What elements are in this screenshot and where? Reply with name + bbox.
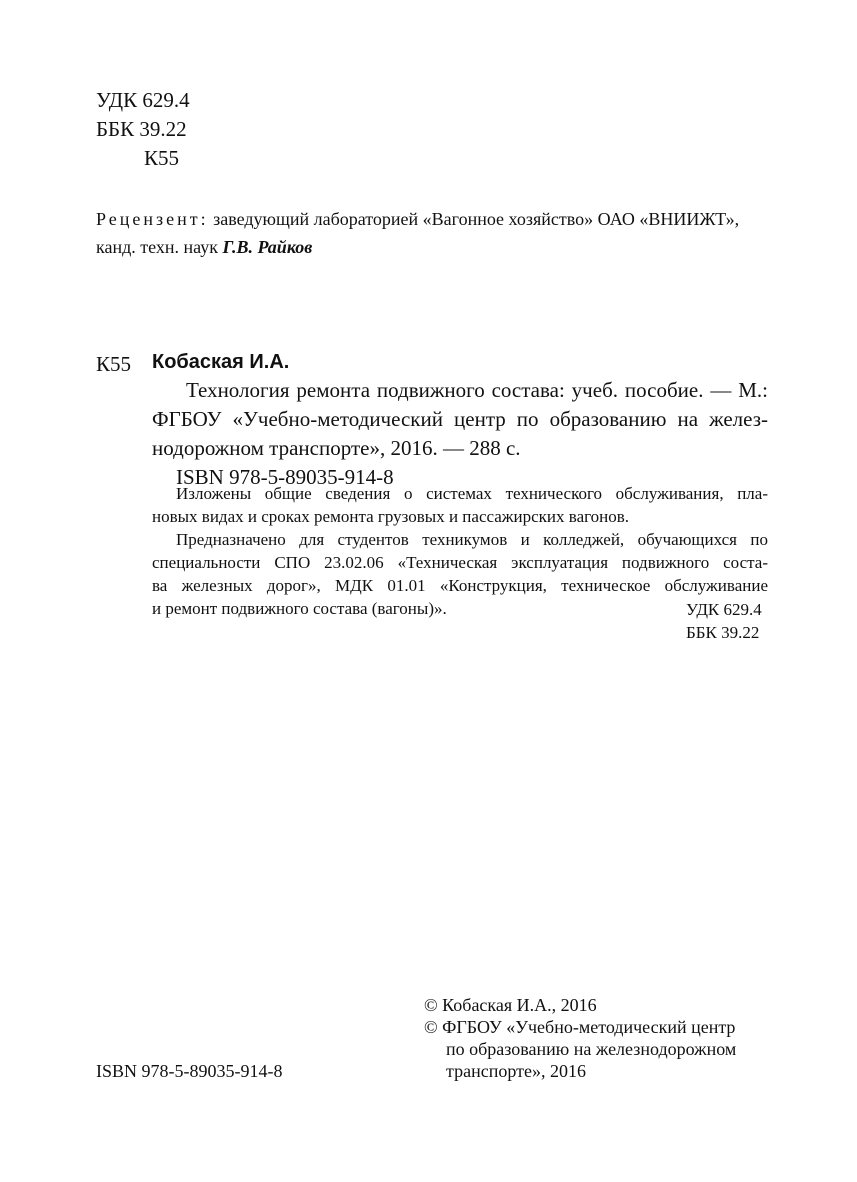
reviewer-name: Г.В. Райков [222,237,313,257]
reviewer-block [96,208,739,258]
catalog-udk: УДК 629.4 [686,600,762,619]
catalog-title-line: нодорожном транспорте», 2016. — 288 с. [152,436,521,460]
purpose-line: специальности СПО 23.02.06 «Техническая эксплуатация подвижного соста- [152,553,768,572]
catalog-codes [600,598,768,644]
abstract-line: Изложены общие сведения о системах технического обслуживания, пла- [176,484,768,503]
header-bbk: ББК 39.22 [96,117,187,141]
catalog-author-mark: К55 [96,352,132,376]
catalog-title [152,376,768,492]
copyright-block [424,994,736,1082]
header-codes [96,86,190,173]
abstract-line: новых видах и сроках ремонта грузовых и пассажирских вагонов. [152,507,630,526]
purpose-line: и ремонт подвижного состава (вагоны)». [152,599,447,618]
reviewer-label: Рецензент: [96,209,209,229]
reviewer-text: заведующий лабораторией «Вагонное хозяйство» ОАО «ВНИИЖТ», [208,209,740,229]
catalog-title-line: ФГБОУ «Учебно-методический центр по образованию на желез- [152,407,768,431]
catalog-isbn: ISBN 978-5-89035-914-8 [176,465,394,489]
copyright-line: по образованию на железнодорожном [446,1039,737,1059]
copyright-line: © ФГБОУ «Учебно-методический центр [424,1017,736,1037]
catalog-bbk: ББК 39.22 [686,623,760,642]
footer-isbn: ISBN 978-5-89035-914-8 [96,1061,283,1081]
copyright-line: © Кобаская И.А., 2016 [424,995,597,1015]
reviewer-credentials [96,236,739,258]
purpose-line: ва железных дорог», МДК 01.01 «Конструкция, техническое обслуживание [152,576,768,595]
catalog-title-line: Технология ремонта подвижного состава: учеб. пособие. — М.: [186,378,768,402]
catalog-author: Кобаская И.А. [152,351,290,373]
header-author-mark: К55 [144,146,180,170]
reviewer-degree: канд. техн. наук [96,237,223,257]
purpose-line: Предназначено для студентов техникумов и колледжей, обучающихся по [176,530,768,549]
reviewer-line [96,208,739,230]
copyright-line: транспорте», 2016 [446,1061,586,1081]
header-udk: УДК 629.4 [96,88,190,112]
